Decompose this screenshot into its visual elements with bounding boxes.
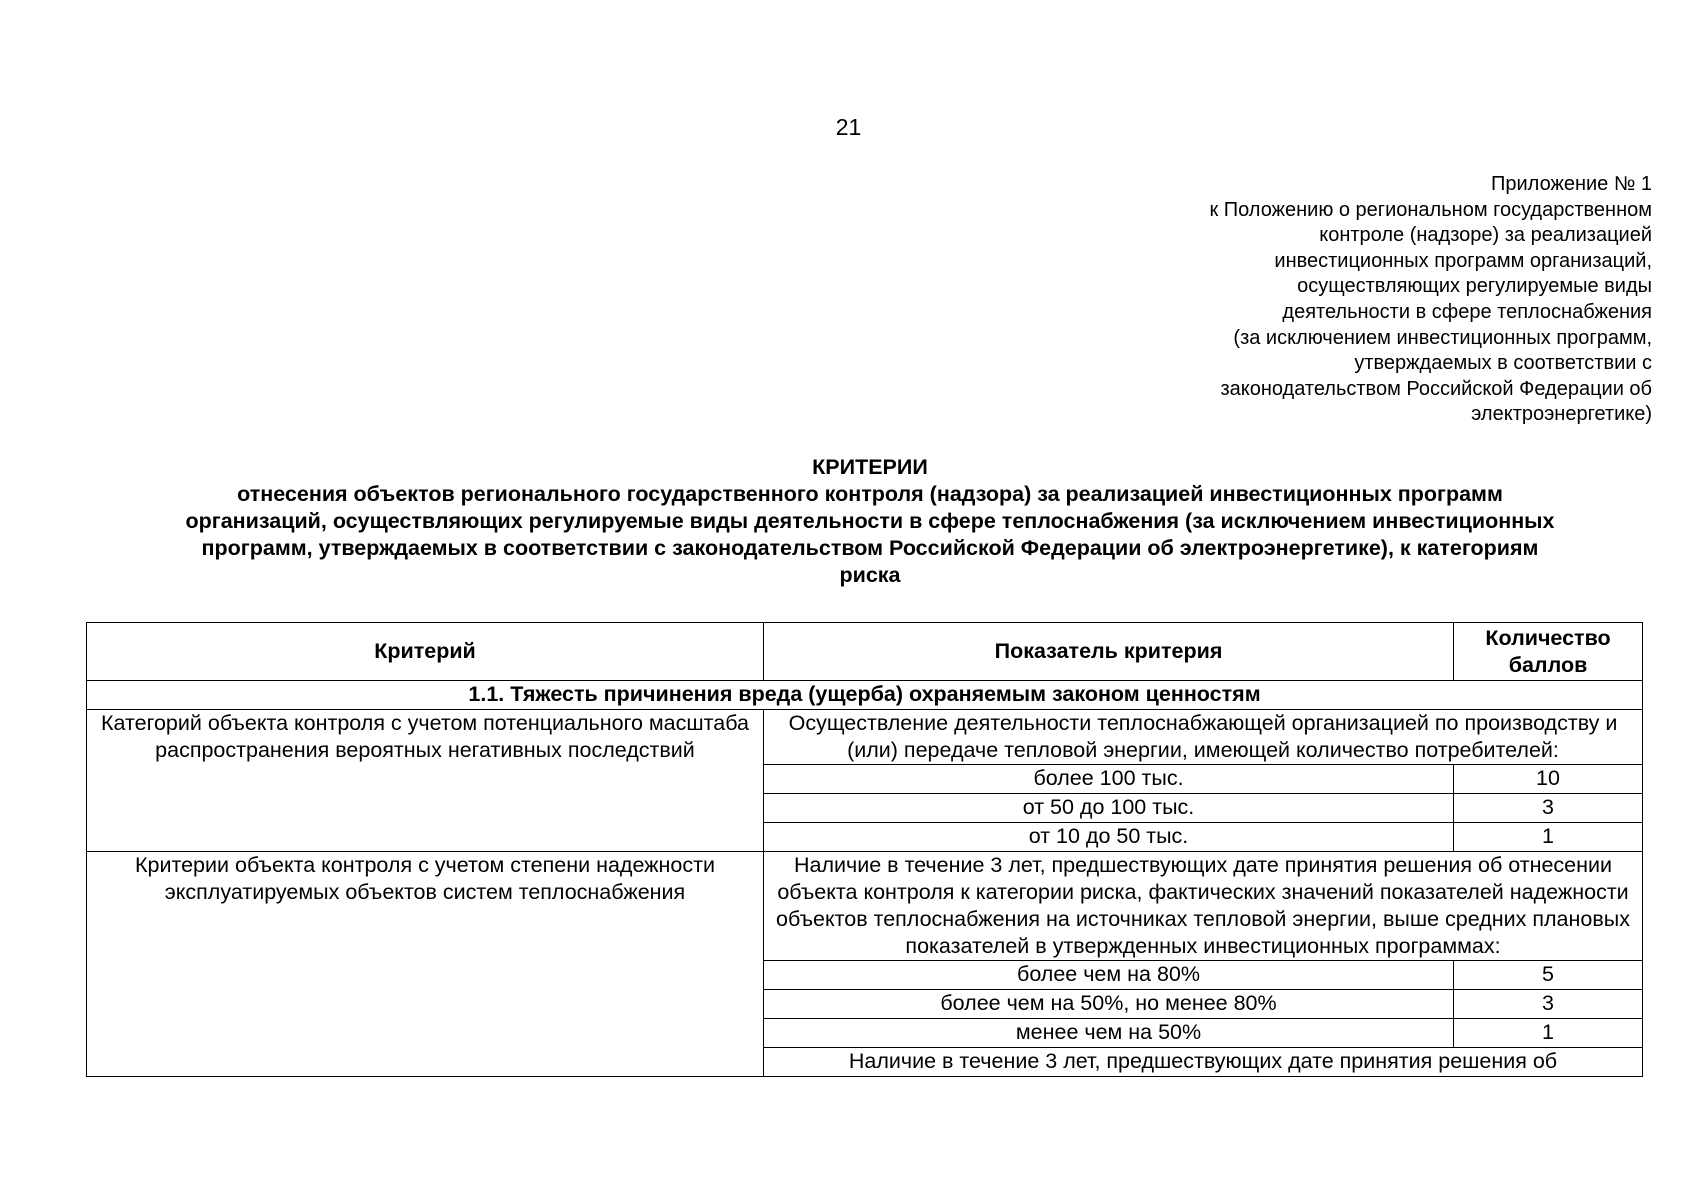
section-row	[87, 681, 1643, 710]
appendix-line: утверждаемых в соответствии с	[1354, 352, 1652, 375]
table-row	[87, 852, 1643, 961]
column-header-indicator: Показатель критерия	[764, 623, 1454, 681]
appendix-line: законодательством Российской Федерации об	[1220, 377, 1652, 400]
section-title: 1.1. Тяжесть причинения вреда (ущерба) охраняемым законом ценностям	[87, 681, 1643, 710]
title-heading: КРИТЕРИИ	[812, 455, 928, 479]
indicator-value: более 100 тыс.	[764, 765, 1454, 794]
appendix-line: электроэнергетике)	[1471, 403, 1652, 426]
score-value: 1	[1454, 823, 1643, 852]
score-value: 3	[1454, 794, 1643, 823]
appendix-line: инвестиционных программ организаций,	[1274, 249, 1652, 272]
indicator-value: от 10 до 50 тыс.	[764, 823, 1454, 852]
appendix-line: деятельности в сфере теплоснабжения	[1282, 300, 1652, 323]
column-header-criterion: Критерий	[87, 623, 764, 681]
appendix-line: к Положению о региональном государственном	[1209, 198, 1652, 221]
appendix-line: Приложение № 1	[1491, 173, 1652, 195]
indicator-value: более чем на 80%	[764, 961, 1454, 990]
indicator-continuation: Наличие в течение 3 лет, предшествующих дате принятия решения об	[764, 1048, 1643, 1077]
document-title	[85, 454, 1655, 589]
appendix-note	[1092, 172, 1652, 428]
page-number: 21	[835, 114, 862, 140]
indicator-value: более чем на 50%, но менее 80%	[764, 990, 1454, 1019]
indicator-cell: Наличие в течение 3 лет, предшествующих дате принятия решения об отнесении объекта контроля к категории риска, фактических значений показателей надежности объектов теплоснабжения на источниках тепловой энергии, выше средних плановых показателей в утвержденных инвестиционных программах:	[764, 852, 1643, 961]
indicator-value: от 50 до 100 тыс.	[764, 794, 1454, 823]
title-line: риска	[839, 563, 901, 587]
score-value: 5	[1454, 961, 1643, 990]
criterion-cell: Критерии объекта контроля с учетом степени надежности эксплуатируемых объектов систем теплоснабжения	[87, 852, 764, 1077]
column-header-score: Количество баллов	[1454, 623, 1643, 681]
indicator-value: менее чем на 50%	[764, 1019, 1454, 1048]
score-value: 1	[1454, 1019, 1643, 1048]
score-value: 10	[1454, 765, 1643, 794]
title-line: отнесения объектов регионального государственного контроля (надзора) за реализацией инвестиционных программ	[237, 482, 1503, 506]
appendix-line: осуществляющих регулируемые виды	[1297, 275, 1652, 298]
criterion-cell: Категорий объекта контроля с учетом потенциального масштаба распространения вероятных негативных последствий	[87, 710, 764, 852]
table-header-row	[87, 623, 1643, 681]
score-value: 3	[1454, 990, 1643, 1019]
table-row	[87, 710, 1643, 765]
appendix-line: контроле (надзоре) за реализацией	[1319, 224, 1652, 247]
title-line: организаций, осуществляющих регулируемые виды деятельности в сфере теплоснабжения (за исключением инвестиционных	[185, 509, 1555, 533]
appendix-line: (за исключением инвестиционных программ,	[1233, 326, 1652, 349]
criteria-table	[86, 622, 1643, 1077]
title-line: программ, утверждаемых в соответствии с законодательством Российской Федерации об электроэнергетике), к категориям	[201, 536, 1539, 560]
indicator-cell: Осуществление деятельности теплоснабжающей организацией по производству и (или) передаче тепловой энергии, имеющей количество потребителей:	[764, 710, 1643, 765]
